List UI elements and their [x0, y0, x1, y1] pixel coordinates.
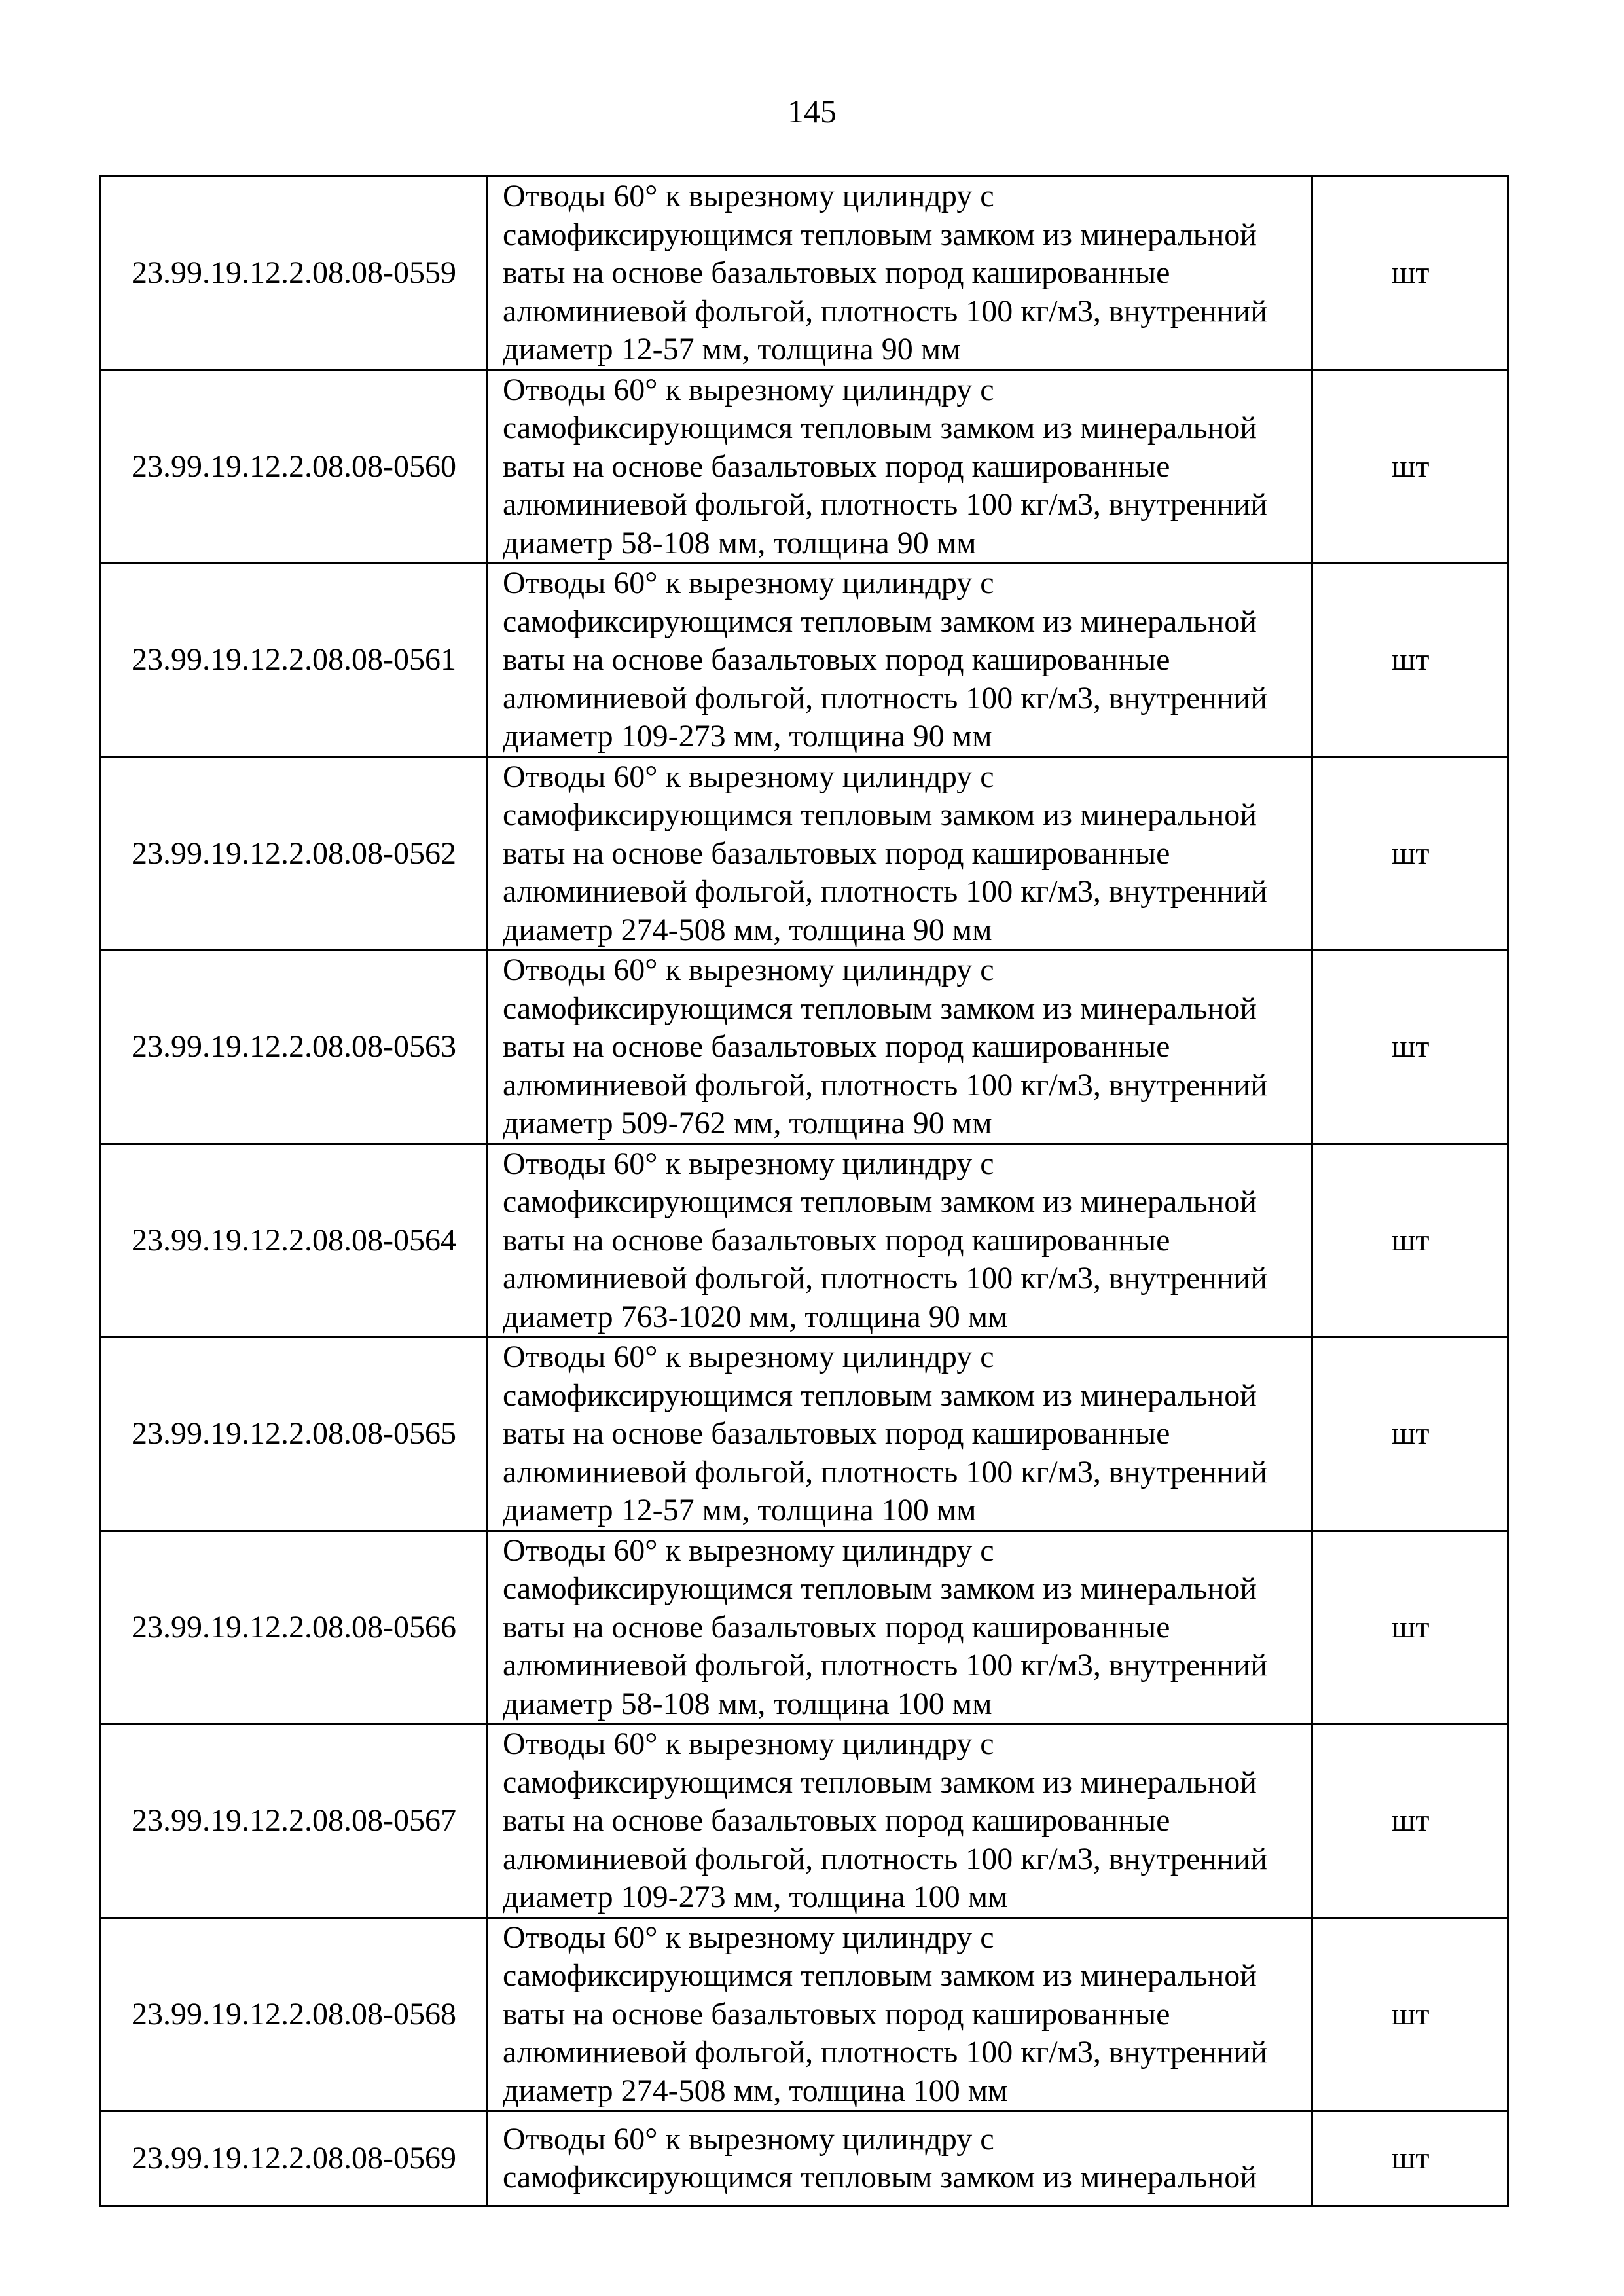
table-row — [101, 1918, 1509, 2111]
row-description: Отводы 60° к вырезному цилиндру с самофиксирующимся тепловым замком из минеральной ваты на основе базальтовых пород кашированные алюминиевой фольгой, плотность 100 кг/м3, внутренний диаметр 274-508 мм, толщина 90 мм — [488, 757, 1312, 951]
table-row — [101, 177, 1509, 371]
row-code: 23.99.19.12.2.08.08-0563 — [101, 951, 488, 1144]
row-description: Отводы 60° к вырезному цилиндру с самофиксирующимся тепловым замком из минеральной ваты на основе базальтовых пород кашированные алюминиевой фольгой, плотность 100 кг/м3, внутренний диаметр 109-273 мм, толщина 100 мм — [488, 1724, 1312, 1918]
row-unit: шт — [1312, 1144, 1509, 1338]
table-row — [101, 370, 1509, 564]
row-code: 23.99.19.12.2.08.08-0565 — [101, 1338, 488, 1531]
row-unit: шт — [1312, 1724, 1509, 1918]
row-code: 23.99.19.12.2.08.08-0564 — [101, 1144, 488, 1338]
row-code: 23.99.19.12.2.08.08-0566 — [101, 1531, 488, 1724]
table-row — [101, 2111, 1509, 2206]
row-unit: шт — [1312, 1338, 1509, 1531]
row-description: Отводы 60° к вырезному цилиндру с самофиксирующимся тепловым замком из минеральной ваты на основе базальтовых пород кашированные алюминиевой фольгой, плотность 100 кг/м3, внутренний диаметр 58-108 мм, толщина 90 мм — [488, 370, 1312, 564]
row-code: 23.99.19.12.2.08.08-0561 — [101, 564, 488, 757]
row-code: 23.99.19.12.2.08.08-0567 — [101, 1724, 488, 1918]
row-description: Отводы 60° к вырезному цилиндру с самофиксирующимся тепловым замком из минеральной ваты на основе базальтовых пород кашированные алюминиевой фольгой, плотность 100 кг/м3, внутренний диаметр 509-762 мм, толщина 90 мм — [488, 951, 1312, 1144]
row-description: Отводы 60° к вырезному цилиндру с самофиксирующимся тепловым замком из минеральной ваты на основе базальтовых пород кашированные алюминиевой фольгой, плотность 100 кг/м3, внутренний диаметр 58-108 мм, толщина 100 мм — [488, 1531, 1312, 1724]
row-unit: шт — [1312, 2111, 1509, 2206]
row-code: 23.99.19.12.2.08.08-0569 — [101, 2111, 488, 2206]
table-row — [101, 1531, 1509, 1724]
row-code: 23.99.19.12.2.08.08-0560 — [101, 370, 488, 564]
table-row — [101, 951, 1509, 1144]
row-code: 23.99.19.12.2.08.08-0559 — [101, 177, 488, 371]
row-description: Отводы 60° к вырезному цилиндру с самофиксирующимся тепловым замком из минеральной ваты на основе базальтовых пород кашированные алюминиевой фольгой, плотность 100 кг/м3, внутренний диаметр 12-57 мм, толщина 100 мм — [488, 1338, 1312, 1531]
row-unit: шт — [1312, 1531, 1509, 1724]
row-description: Отводы 60° к вырезному цилиндру с самофиксирующимся тепловым замком из минеральной ваты на основе базальтовых пород кашированные алюминиевой фольгой, плотность 100 кг/м3, внутренний диаметр 12-57 мм, толщина 90 мм — [488, 177, 1312, 371]
table-row — [101, 1338, 1509, 1531]
table-row — [101, 564, 1509, 757]
row-description: Отводы 60° к вырезному цилиндру с самофиксирующимся тепловым замком из минеральной ваты на основе базальтовых пород кашированные алюминиевой фольгой, плотность 100 кг/м3, внутренний диаметр 109-273 мм, толщина 90 мм — [488, 564, 1312, 757]
row-unit: шт — [1312, 1918, 1509, 2111]
row-code: 23.99.19.12.2.08.08-0562 — [101, 757, 488, 951]
table-row — [101, 1144, 1509, 1338]
resource-table — [99, 175, 1509, 2207]
table-row — [101, 757, 1509, 951]
row-unit: шт — [1312, 951, 1509, 1144]
row-unit: шт — [1312, 370, 1509, 564]
table-row — [101, 1724, 1509, 1918]
row-code: 23.99.19.12.2.08.08-0568 — [101, 1918, 488, 2111]
row-description: Отводы 60° к вырезному цилиндру с самофиксирующимся тепловым замком из минеральной ваты на основе базальтовых пород кашированные алюминиевой фольгой, плотность 100 кг/м3, внутренний диаметр 274-508 мм, толщина 100 мм — [488, 1918, 1312, 2111]
row-unit: шт — [1312, 177, 1509, 371]
page-number: 145 — [787, 93, 837, 130]
row-description: Отводы 60° к вырезному цилиндру с самофиксирующимся тепловым замком из минеральной ваты на основе базальтовых пород кашированные алюминиевой фольгой, плотность 100 кг/м3, внутренний диаметр 763-1020 мм, толщина 90 мм — [488, 1144, 1312, 1338]
row-unit: шт — [1312, 757, 1509, 951]
row-unit: шт — [1312, 564, 1509, 757]
row-description: Отводы 60° к вырезному цилиндру с самофиксирующимся тепловым замком из минеральной — [488, 2111, 1312, 2206]
